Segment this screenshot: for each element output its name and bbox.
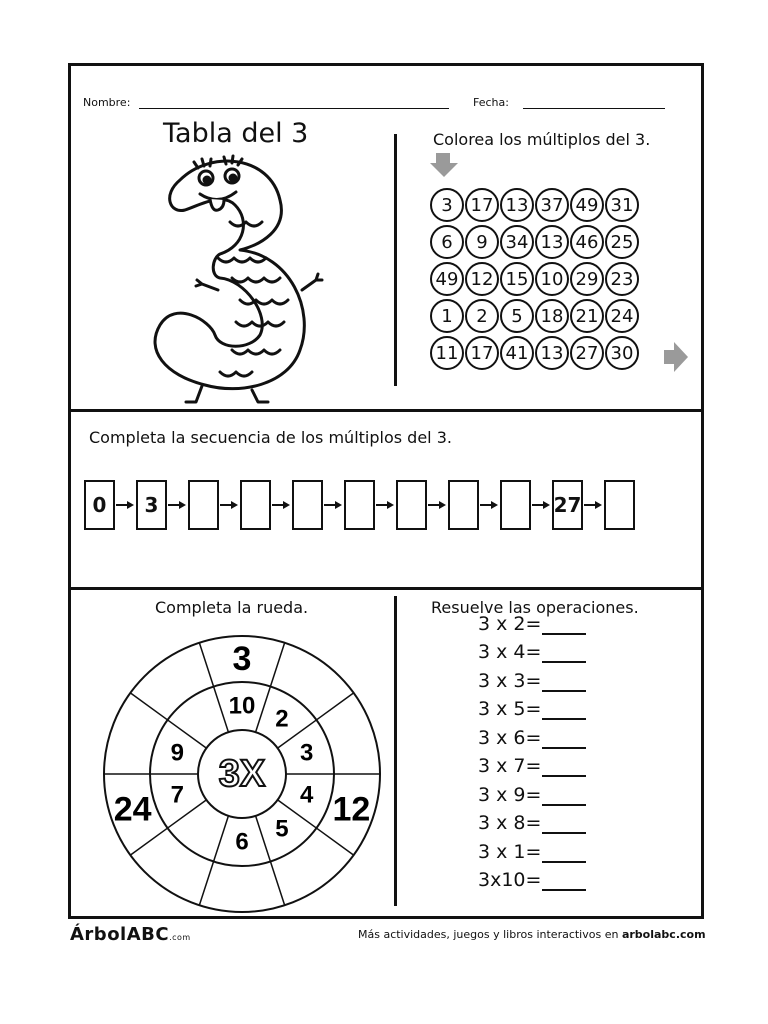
number-circle[interactable]: 3 xyxy=(430,188,464,222)
number-circle[interactable]: 49 xyxy=(430,262,464,296)
operation-text: 3x10= xyxy=(478,869,542,891)
footer-tagline xyxy=(358,928,706,941)
sequence-instruction: Completa la secuencia de los múltiplos del 3. xyxy=(89,428,452,447)
operation-item xyxy=(478,692,586,721)
operations-instruction: Resuelve las operaciones. xyxy=(431,598,639,617)
number-circle[interactable]: 15 xyxy=(500,262,534,296)
number-circle[interactable]: 30 xyxy=(605,336,639,370)
number-circle[interactable]: 1 xyxy=(430,299,464,333)
grid-row xyxy=(430,225,670,259)
arrow-right-icon xyxy=(375,480,396,530)
arrow-right-icon xyxy=(479,480,500,530)
number-circle[interactable]: 5 xyxy=(500,299,534,333)
section-divider-2 xyxy=(71,587,701,590)
number-circle[interactable]: 21 xyxy=(570,299,604,333)
number-circle[interactable]: 49 xyxy=(570,188,604,222)
page-title: Tabla del 3 xyxy=(163,118,309,149)
number-circle[interactable]: 10 xyxy=(535,262,569,296)
sequence-box[interactable] xyxy=(448,480,479,530)
sequence-box[interactable] xyxy=(396,480,427,530)
number-circle[interactable]: 6 xyxy=(430,225,464,259)
operation-item xyxy=(478,834,586,863)
operation-text: 3 x 5= xyxy=(478,698,542,720)
multiplication-wheel xyxy=(100,632,384,916)
operation-item xyxy=(478,720,586,749)
operation-item xyxy=(478,749,586,778)
arrow-right-icon xyxy=(583,480,604,530)
wheel-inner-number: 5 xyxy=(275,815,289,843)
operation-text: 3 x 6= xyxy=(478,726,542,749)
answer-blank[interactable] xyxy=(542,703,586,720)
wheel-center-label: 3X xyxy=(218,753,266,795)
sequence-row xyxy=(84,480,635,530)
number-circle[interactable]: 12 xyxy=(465,262,499,296)
arrow-right-icon xyxy=(427,480,448,530)
number-circle[interactable]: 37 xyxy=(535,188,569,222)
grid-row xyxy=(430,262,670,296)
number-circle[interactable]: 13 xyxy=(535,225,569,259)
answer-blank[interactable] xyxy=(542,760,586,777)
sequence-box: 27 xyxy=(552,480,583,530)
operation-item xyxy=(478,635,586,664)
brand-suffix: .com xyxy=(169,933,191,942)
grid-row xyxy=(430,336,670,370)
number-circle[interactable]: 29 xyxy=(570,262,604,296)
wheel-outer-number: 24 xyxy=(113,790,152,829)
operation-item xyxy=(478,806,586,835)
start-arrow-icon xyxy=(430,153,458,177)
brand-logo xyxy=(70,924,191,945)
arrow-right-icon xyxy=(323,480,344,530)
arrow-right-icon xyxy=(167,480,188,530)
bottom-divider xyxy=(394,596,397,906)
operation-text: 3 x 7= xyxy=(478,755,542,777)
wheel-outer-number: 12 xyxy=(332,790,371,829)
number-circle[interactable]: 41 xyxy=(500,336,534,370)
arrow-right-icon xyxy=(271,480,292,530)
sequence-box[interactable] xyxy=(500,480,531,530)
sequence-box[interactable] xyxy=(240,480,271,530)
operations-list xyxy=(478,606,586,891)
number-circle[interactable]: 25 xyxy=(605,225,639,259)
number-circle[interactable]: 13 xyxy=(535,336,569,370)
answer-blank[interactable] xyxy=(542,789,586,806)
number-three-mascot-icon xyxy=(140,150,330,405)
number-circle[interactable]: 27 xyxy=(570,336,604,370)
number-circle[interactable]: 34 xyxy=(500,225,534,259)
answer-blank[interactable] xyxy=(542,618,586,635)
number-circle[interactable]: 11 xyxy=(430,336,464,370)
sequence-box[interactable] xyxy=(292,480,323,530)
operation-text: 3 x 2= xyxy=(478,612,542,635)
operation-item xyxy=(478,863,586,892)
number-circle[interactable]: 24 xyxy=(605,299,639,333)
answer-blank[interactable] xyxy=(542,817,586,834)
number-circle[interactable]: 18 xyxy=(535,299,569,333)
brand-name: ÁrbolABC xyxy=(70,924,170,945)
arrow-right-icon xyxy=(115,480,136,530)
number-circle[interactable]: 31 xyxy=(605,188,639,222)
arrow-right-icon xyxy=(219,480,240,530)
number-circle[interactable]: 23 xyxy=(605,262,639,296)
tagline-text: Más actividades, juegos y libros interactivos en xyxy=(358,928,619,941)
site-link[interactable]: arbolabc.com xyxy=(621,928,706,941)
answer-blank[interactable] xyxy=(542,675,586,692)
wheel-inner-number: 2 xyxy=(275,705,289,733)
sequence-box[interactable] xyxy=(604,480,635,530)
operation-text: 3 x 1= xyxy=(478,840,542,863)
operation-item xyxy=(478,663,586,692)
arrow-right-icon xyxy=(531,480,552,530)
answer-blank[interactable] xyxy=(542,646,586,663)
operation-item xyxy=(478,777,586,806)
answer-blank[interactable] xyxy=(542,732,586,749)
sequence-box[interactable] xyxy=(344,480,375,530)
number-circle[interactable]: 46 xyxy=(570,225,604,259)
wheel-inner-number: 6 xyxy=(235,828,249,856)
number-circle[interactable]: 17 xyxy=(465,336,499,370)
name-line[interactable] xyxy=(139,108,449,109)
wheel-inner-number: 7 xyxy=(170,781,185,809)
date-line[interactable] xyxy=(523,108,665,109)
wheel-inner-number: 3 xyxy=(299,739,314,767)
sequence-box: 3 xyxy=(136,480,167,530)
sequence-box: 0 xyxy=(84,480,115,530)
wheel-instruction: Completa la rueda. xyxy=(155,598,309,617)
operation-text: 3 x 4= xyxy=(478,641,542,663)
name-label: Nombre: xyxy=(83,96,131,109)
color-instruction: Colorea los múltiplos del 3. xyxy=(433,130,651,149)
number-circle[interactable]: 9 xyxy=(465,225,499,259)
operation-text: 3 x 3= xyxy=(478,669,542,692)
grid-row xyxy=(430,299,670,333)
answer-blank[interactable] xyxy=(542,846,586,863)
wheel-inner-number: 4 xyxy=(299,781,314,809)
number-circle[interactable]: 17 xyxy=(465,188,499,222)
number-circle[interactable]: 13 xyxy=(500,188,534,222)
top-divider xyxy=(394,134,397,386)
operation-text: 3 x 9= xyxy=(478,783,542,806)
answer-blank[interactable] xyxy=(542,874,586,891)
wheel-inner-number: 10 xyxy=(228,692,256,720)
date-label: Fecha: xyxy=(473,96,509,109)
grid-row xyxy=(430,188,670,222)
number-circle[interactable]: 2 xyxy=(465,299,499,333)
multiples-grid xyxy=(430,188,670,373)
wheel-outer-number: 3 xyxy=(232,640,252,678)
wheel-inner-number: 9 xyxy=(170,739,185,767)
section-divider-1 xyxy=(71,409,701,412)
sequence-box[interactable] xyxy=(188,480,219,530)
operation-text: 3 x 8= xyxy=(478,812,542,834)
operation-item xyxy=(478,606,586,635)
